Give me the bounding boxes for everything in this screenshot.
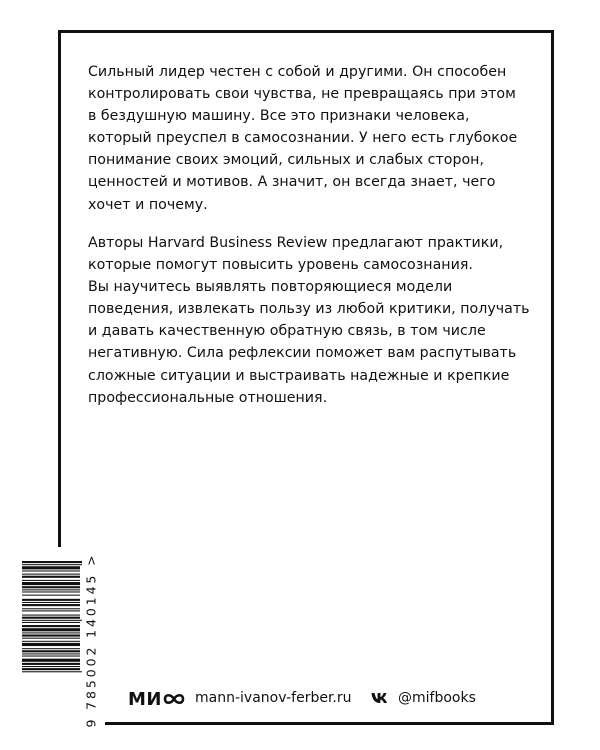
barcode-bar [22,595,80,596]
text-line: который преуспел в самосознании. У него есть глубокое [88,130,518,147]
barcode-bar [22,615,80,616]
publisher-logo [128,686,185,712]
barcode-bar [22,576,80,578]
barcode-bar [22,582,80,585]
barcode-bar [22,671,82,672]
text-line: в бездушную машину. Все это признаки человека, [88,108,470,125]
text-line: негативную. Сила рефлексии поможет вам распутывать [88,345,517,362]
text-line: контролировать свои чувства, не превращаясь при этом [88,86,516,103]
barcode-bar [22,591,80,592]
infinity-logo-icon [163,692,185,706]
barcode-bar [22,617,80,619]
text-line: Авторы Harvard Business Review предлагают практики, [88,235,504,251]
barcode-bar [22,602,80,603]
barcode-bar [22,635,80,637]
barcode-bar [22,638,80,639]
barcode-bar [22,632,80,633]
barcode-bar [22,604,80,606]
publisher-website-link[interactable]: mann-ivanov-ferber.ru [195,690,352,706]
barcode-bar [22,620,82,621]
barcode-bar [22,570,80,571]
barcode-bar [22,610,80,611]
barcode-bar [22,653,80,654]
barcode-bar [22,574,80,575]
barcode-bar [22,659,80,662]
barcode-bars [22,547,82,732]
text-line: профессиональные отношения. [88,389,328,406]
barcode-bar [22,656,80,657]
description-paragraph-2 [88,232,528,409]
text-line: Вы научитесь выявлять повторяющиеся модели [88,279,453,296]
vk-icon[interactable] [371,692,391,704]
barcode-bar [22,564,82,565]
barcode-bar [22,625,80,627]
text-line: поведения, извлекать пользу из любой критики, получать [88,301,530,318]
barcode-bar [22,589,80,590]
barcode-bar [22,666,80,667]
description-paragraph-1 [88,61,528,216]
barcode-bar [22,648,80,649]
text-line: хочет и почему. [88,196,208,213]
social-handle[interactable]: @mifbooks [398,690,476,706]
barcode-bar [22,628,80,631]
barcode-digits-text: 9 785002 140145 > [83,551,99,728]
barcode-bar [22,599,80,601]
barcode-bar [22,641,80,642]
barcode-bar [22,580,80,581]
barcode-bar [22,608,80,609]
barcode-bar [22,650,80,652]
barcode-bar [22,566,80,569]
isbn-barcode [10,547,105,732]
text-line: и давать качественную обратную связь, в том числе [88,323,486,340]
text-line: которые помогут повысить уровень самосознания. [88,257,473,274]
text-line: ценностей и мотивов. А значит, он всегда знает, чего [88,174,496,191]
barcode-bar [22,668,80,670]
text-line: сложные ситуации и выстраивать надежные и крепкие [88,367,510,384]
barcode-bar [22,586,80,588]
barcode-bar [22,643,80,646]
barcode-number [82,547,100,732]
logo-text: МИ [128,688,162,710]
barcode-bar [22,561,82,563]
text-line: Сильный лидер честен с собой и другими. Он способен [88,64,507,80]
text-line: понимание своих эмоций, сильных и слабых сторон, [88,152,484,169]
barcode-bar [22,663,80,665]
barcode-bar [22,622,80,623]
